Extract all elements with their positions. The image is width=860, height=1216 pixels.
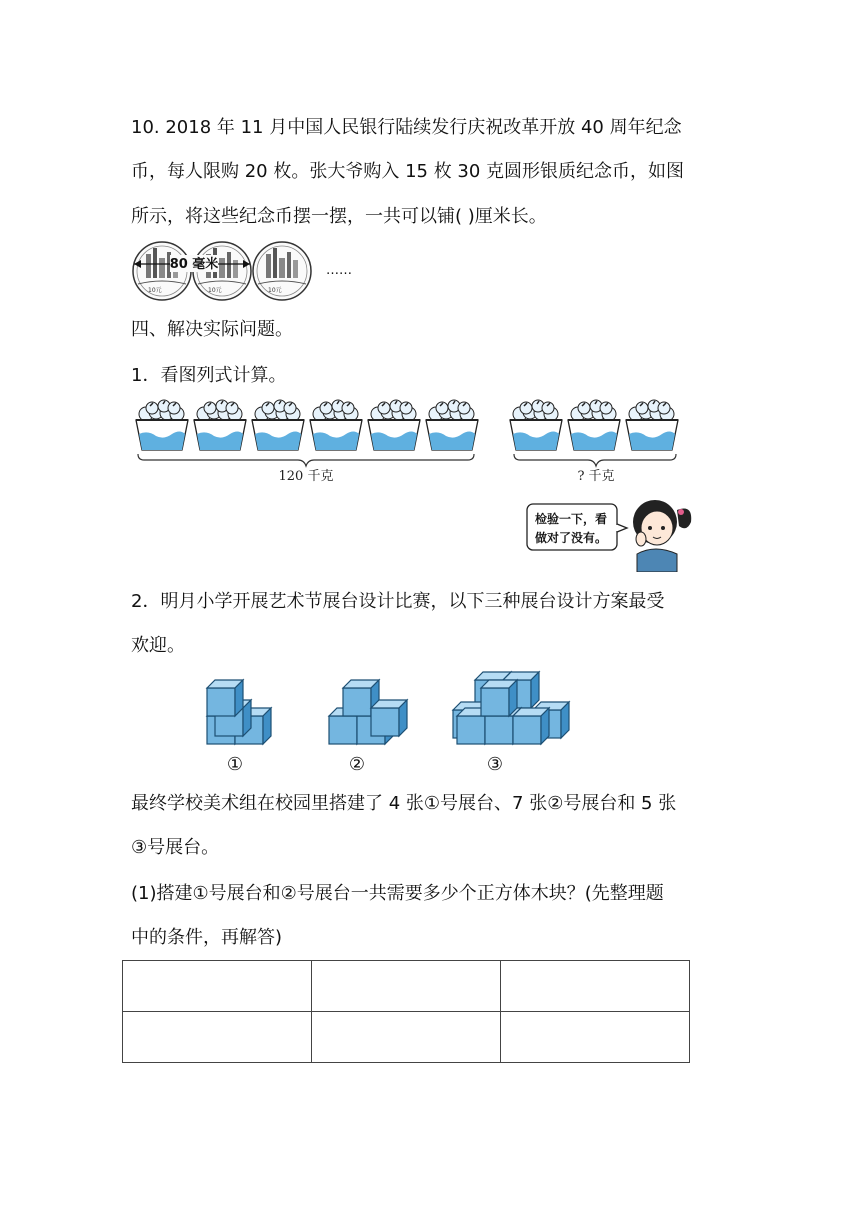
q2-line3: 最终学校美术组在校园里搭建了 4 张①号展台、7 张②号展台和 5 张 xyxy=(131,793,677,814)
display-stands-figure xyxy=(195,670,575,780)
q2-line1: 2．明月小学开展艺术节展台设计比赛，以下三种展台设计方案最受 xyxy=(131,591,665,612)
stand-2 xyxy=(329,680,407,744)
left-bowl-group xyxy=(136,400,478,450)
section-4-title: 四、解决实际问题。 xyxy=(131,319,293,340)
speech-line-1: 检验一下，看 xyxy=(535,512,608,526)
table-row xyxy=(123,961,690,1012)
speech-line-2: 做对了没有。 xyxy=(535,531,608,545)
girl-speech-figure xyxy=(525,492,700,572)
q1-title: 1．看图列式计算。 xyxy=(131,365,287,386)
answer-cell[interactable] xyxy=(123,1012,312,1063)
ellipsis: …… xyxy=(326,263,352,278)
speech-bubble xyxy=(527,504,627,550)
stand-3 xyxy=(453,672,569,744)
q10-line3: 所示，将这些纪念币摆一摆，一共可以铺( )厘米长。 xyxy=(131,206,547,227)
q2-sub1-line2: 中的条件，再解答) xyxy=(131,927,283,948)
left-total-label: 120 千克 xyxy=(278,469,334,484)
coin-denom: 10元 xyxy=(148,287,162,294)
stand-2-label: ② xyxy=(348,754,366,775)
coin-denom: 10元 xyxy=(268,287,282,294)
stand-3-label: ③ xyxy=(486,754,504,775)
answer-cell[interactable] xyxy=(123,961,312,1012)
coins-figure xyxy=(130,238,370,304)
q2-line4: ③号展台。 xyxy=(131,837,220,858)
answer-cell[interactable] xyxy=(501,961,690,1012)
coin-denom: 10元 xyxy=(208,287,222,294)
answer-table xyxy=(122,960,690,1063)
table-row xyxy=(123,1012,690,1063)
girl-icon xyxy=(633,500,691,572)
coin-3 xyxy=(253,242,311,300)
answer-cell[interactable] xyxy=(501,1012,690,1063)
stand-1 xyxy=(207,680,271,744)
q2-sub1-line1: (1)搭建①号展台和②号展台一共需要多少个正方体木块？(先整理题 xyxy=(131,883,664,904)
stand-1-label: ① xyxy=(226,754,244,775)
q10-line1: 10. 2018 年 11 月中国人民银行陆续发行庆祝改革开放 40 周年纪念 xyxy=(131,117,682,138)
right-bowl-group xyxy=(510,400,678,450)
left-brace xyxy=(138,454,474,466)
answer-cell[interactable] xyxy=(312,961,501,1012)
q2-line2: 欢迎。 xyxy=(131,635,185,656)
q10-line2: 币，每人限购 20 枚。张大爷购入 15 枚 30 克圆形银质纪念币，如图 xyxy=(131,161,685,182)
measure-label: 80 毫米 xyxy=(169,257,219,272)
right-unknown-label: ? 千克 xyxy=(577,469,615,484)
fruit-bowls-figure xyxy=(130,396,690,486)
right-brace xyxy=(514,454,676,466)
answer-cell[interactable] xyxy=(312,1012,501,1063)
